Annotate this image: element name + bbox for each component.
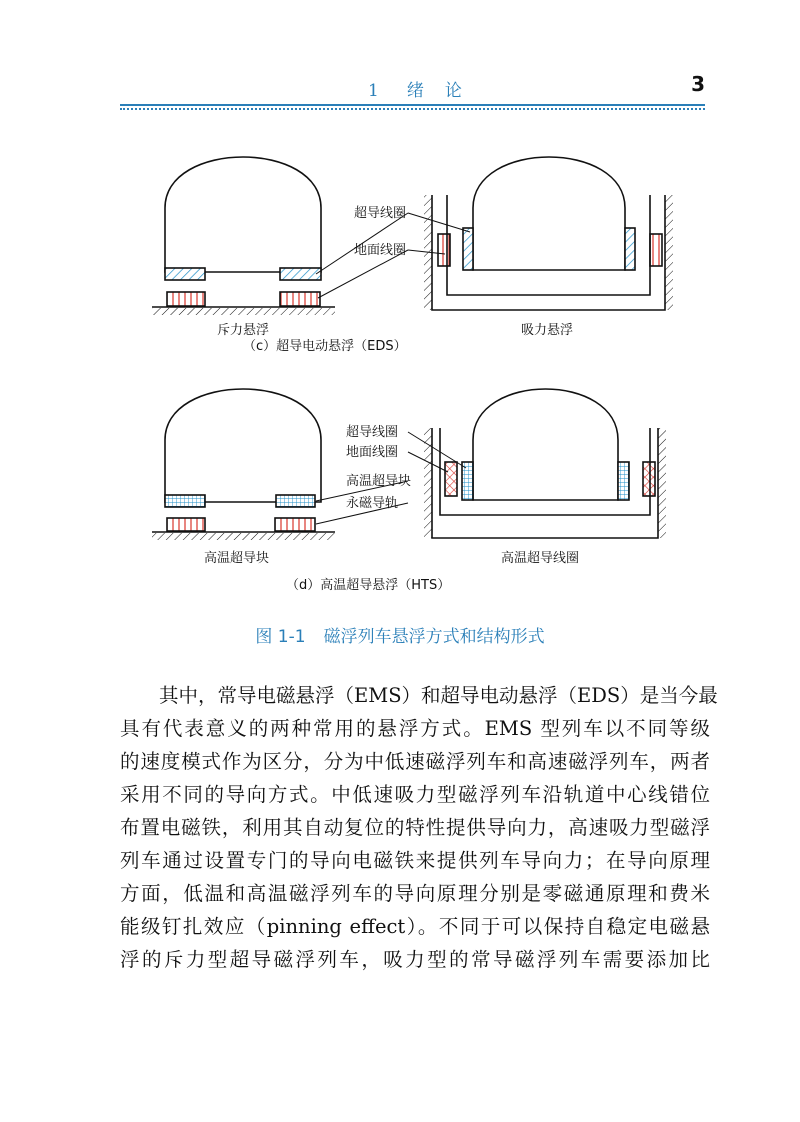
figure-title: 磁浮列车悬浮方式和结构形式 xyxy=(323,627,545,647)
label-hts-block-bottom: 高温超导块 xyxy=(204,551,270,566)
label-sc-coil-c: 超导线圈 xyxy=(354,206,407,221)
body-paragraph xyxy=(120,679,718,976)
chapter-number: 1 xyxy=(368,81,381,101)
text-line: 能级钉扎效应（pinning effect）。不同于可以保持自稳定电磁悬 xyxy=(120,915,710,938)
chapter-heading xyxy=(368,76,464,101)
chapter-title: 绪 论 xyxy=(406,81,464,101)
hts-block-diagram xyxy=(152,389,335,540)
text-line: 其中，常导电磁悬浮（EMS）和超导电动悬浮（EDS）是当今最 xyxy=(159,684,718,707)
eds-attractive-diagram xyxy=(424,157,673,310)
text-line: 具有代表意义的两种常用的悬浮方式。EMS 型列车以不同等级 xyxy=(120,717,710,740)
text-line: 布置电磁铁，利用其自动复位的特性提供导向力，高速吸力型磁浮 xyxy=(120,816,710,839)
header-rule xyxy=(120,104,705,106)
header-dotted-rule xyxy=(120,108,705,110)
subcaption-c: （c）超导电动悬浮（EDS） xyxy=(243,339,407,354)
maglev-figure xyxy=(140,150,680,600)
text-line: 采用不同的导向方式。中低速吸力型磁浮列车沿轨道中心线错位 xyxy=(120,783,710,806)
text-line: 浮的斥力型超导磁浮列车，吸力型的常导磁浮列车需要添加比 xyxy=(120,948,710,971)
label-repulsive: 斥力悬浮 xyxy=(217,323,270,338)
label-sc-coil-d: 超导线圈 xyxy=(346,425,399,440)
text-line: 的速度模式作为区分，分为中低速磁浮列车和高速磁浮列车，两者 xyxy=(120,750,710,773)
figure-caption xyxy=(0,622,800,647)
label-hts-coil-bottom: 高温超导线圈 xyxy=(501,551,580,566)
figure-number: 图 1-1 xyxy=(255,627,306,647)
hts-coil-diagram xyxy=(424,389,666,538)
label-attractive: 吸力悬浮 xyxy=(521,323,574,338)
subcaption-d: （d）高温超导悬浮（HTS） xyxy=(286,578,451,593)
label-ground-coil-d: 地面线圈 xyxy=(346,445,399,460)
eds-repulsive-diagram xyxy=(152,157,335,315)
page-header xyxy=(120,70,705,110)
text-line: 方面，低温和高温磁浮列车的导向原理分别是零磁通原理和费米 xyxy=(120,882,710,905)
page-number: 3 xyxy=(691,72,705,96)
label-ground-coil-c: 地面线圈 xyxy=(354,243,407,258)
label-hts-block: 高温超导块 xyxy=(346,474,412,489)
label-pm-guideway: 永磁导轨 xyxy=(346,496,399,511)
text-line: 列车通过设置专门的导向电磁铁来提供列车导向力；在导向原理 xyxy=(120,849,710,872)
